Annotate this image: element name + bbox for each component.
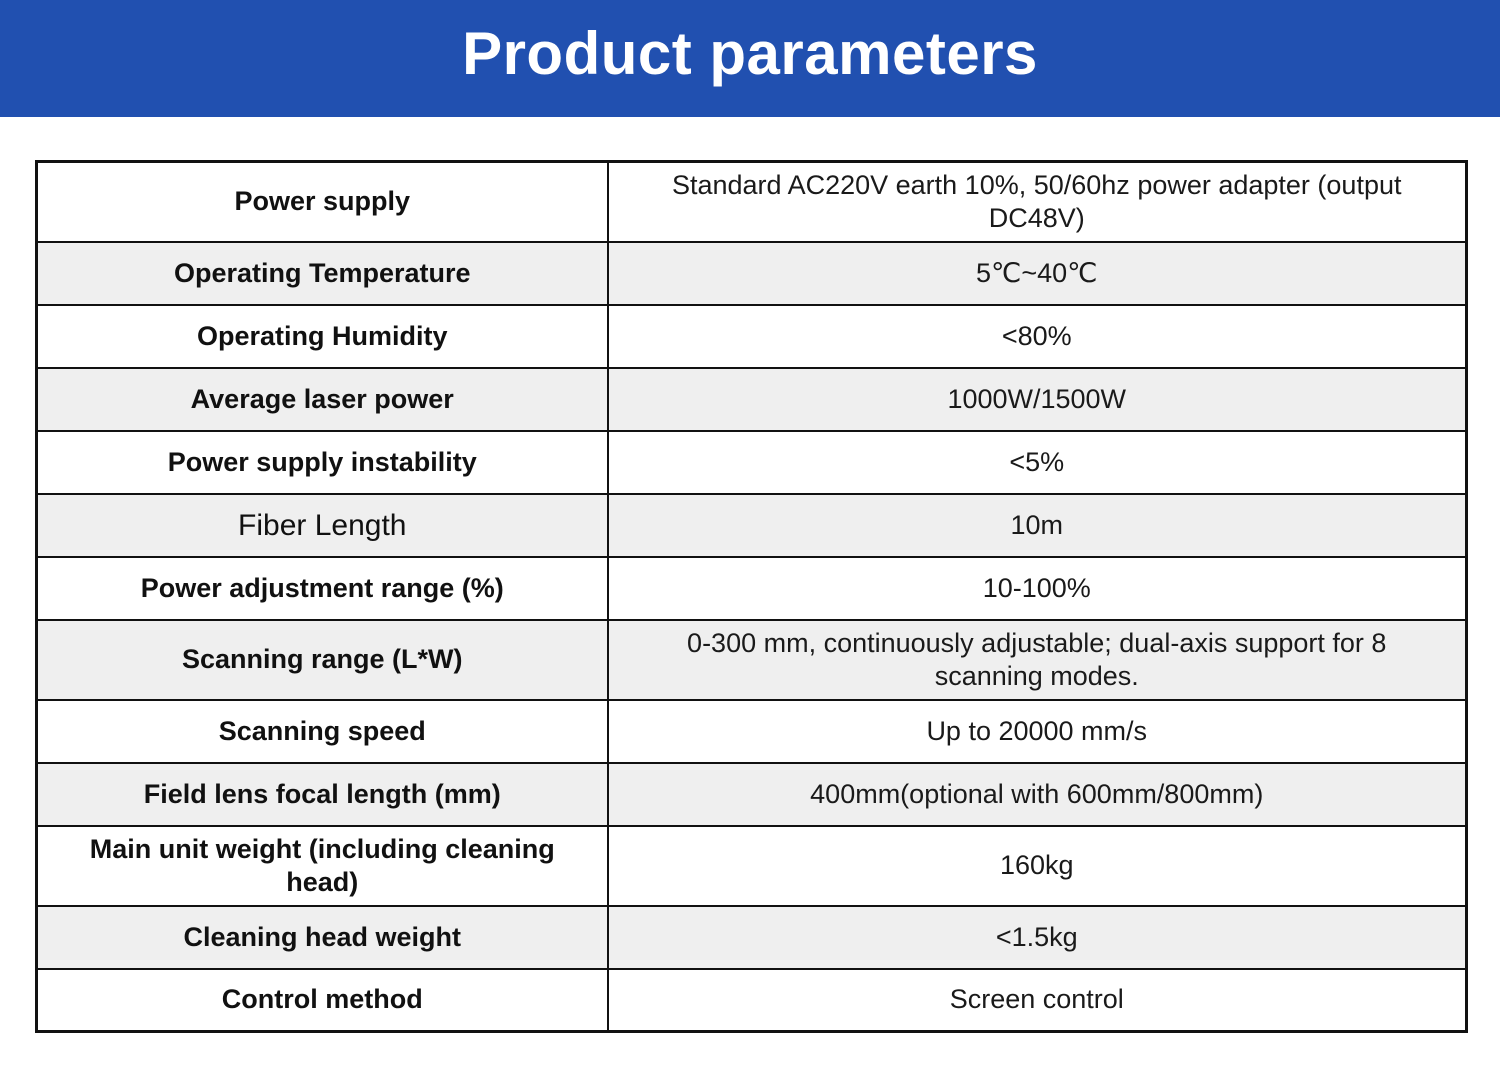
param-value: 10-100% [608,557,1467,620]
param-value: Standard AC220V earth 10%, 50/60hz power adapter (output DC48V) [608,162,1467,242]
table-row [37,368,1467,431]
table-row [37,242,1467,305]
param-value: 10m [608,494,1467,557]
table-row [37,620,1467,700]
header-banner [0,0,1500,117]
param-label: Field lens focal length (mm) [37,763,608,826]
param-label: Scanning speed [37,700,608,763]
param-label: Control method [37,969,608,1032]
param-value: 5℃~40℃ [608,242,1467,305]
param-value: 160kg [608,826,1467,906]
table-row [37,700,1467,763]
param-label: Power supply [37,162,608,242]
table-row [37,906,1467,969]
param-value: <1.5kg [608,906,1467,969]
table-row [37,763,1467,826]
param-label: Power adjustment range (%) [37,557,608,620]
param-value: 400mm(optional with 600mm/800mm) [608,763,1467,826]
param-label: Operating Humidity [37,305,608,368]
param-value: Screen control [608,969,1467,1032]
param-value: <5% [608,431,1467,494]
table-row [37,969,1467,1032]
param-value: Up to 20000 mm/s [608,700,1467,763]
param-label: Operating Temperature [37,242,608,305]
param-value: 1000W/1500W [608,368,1467,431]
param-label: Fiber Length [37,494,608,557]
param-value: <80% [608,305,1467,368]
param-label: Power supply instability [37,431,608,494]
param-value: 0-300 mm, continuously adjustable; dual-axis support for 8 scanning modes. [608,620,1467,700]
param-label: Cleaning head weight [37,906,608,969]
table-row [37,305,1467,368]
table-row [37,826,1467,906]
param-label: Average laser power [37,368,608,431]
page-title: Product parameters [462,20,1038,87]
table-row [37,494,1467,557]
param-label: Main unit weight (including cleaning head) [37,826,608,906]
parameters-table [35,160,1468,1033]
table-row [37,431,1467,494]
param-label: Scanning range (L*W) [37,620,608,700]
table-row [37,557,1467,620]
table-row [37,162,1467,242]
